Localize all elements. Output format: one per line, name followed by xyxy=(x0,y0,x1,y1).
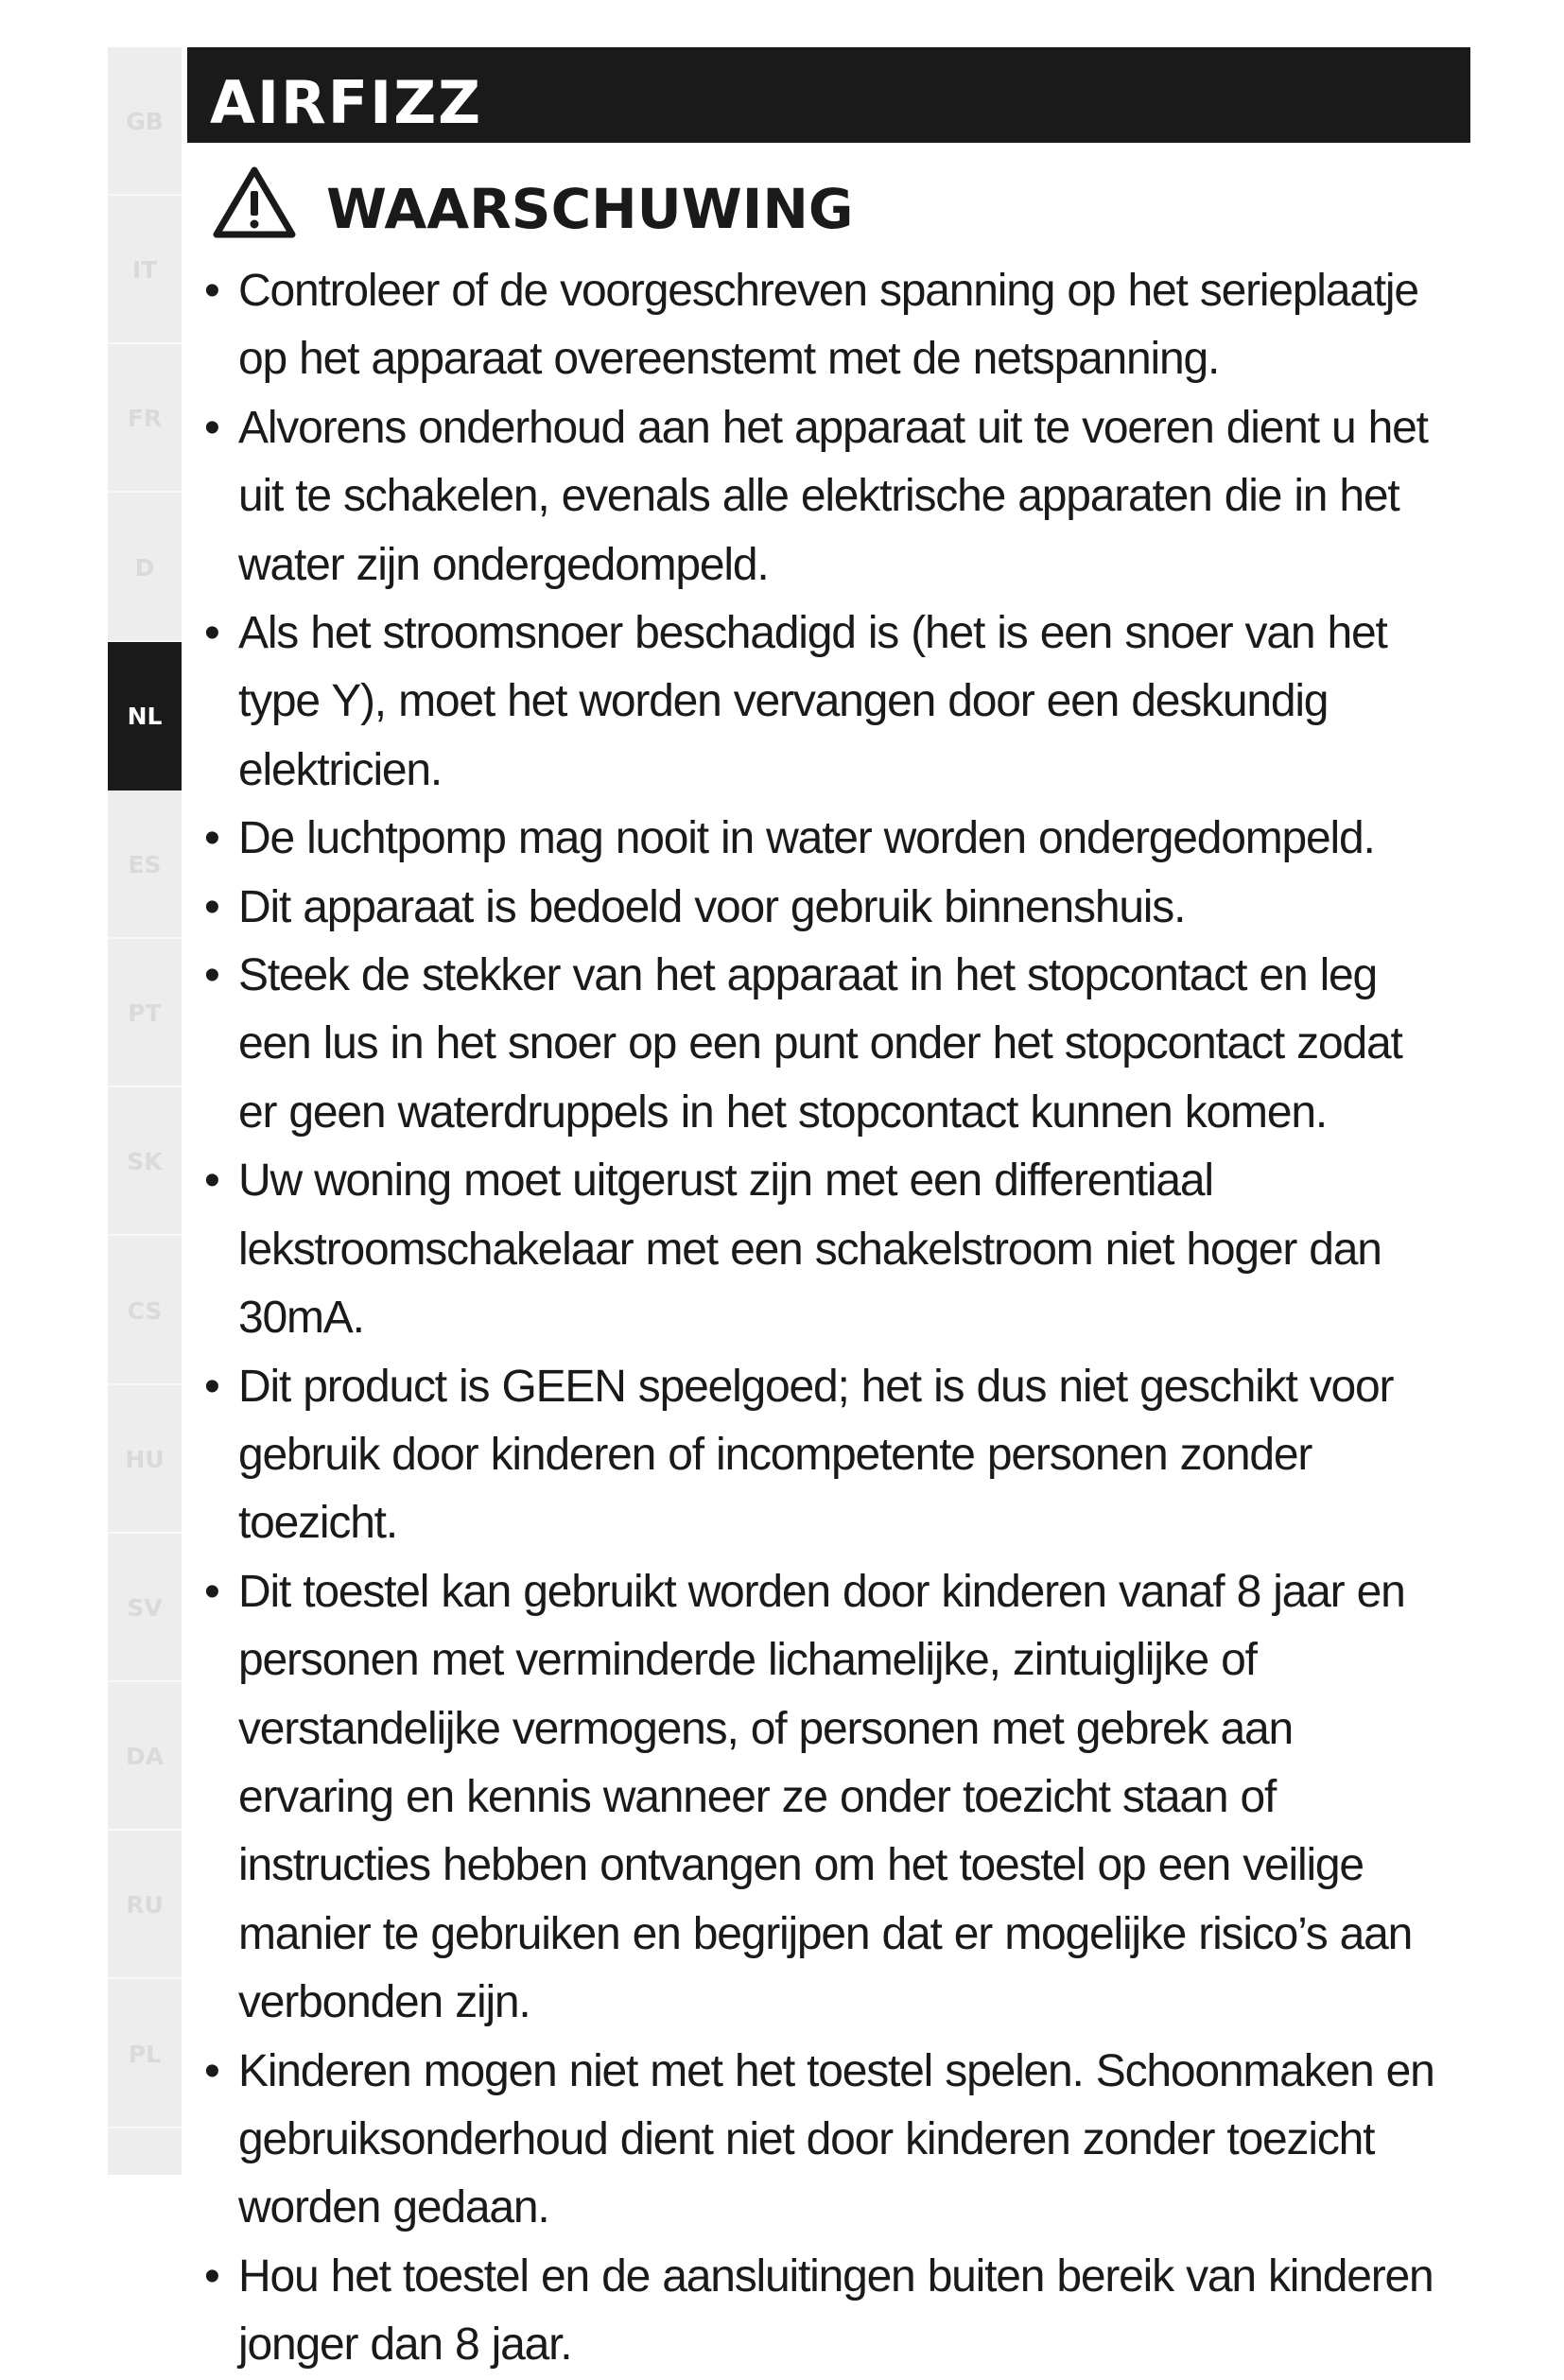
bullet-icon: • xyxy=(204,266,219,316)
tab-divider xyxy=(108,2127,182,2128)
warning-item xyxy=(202,942,1441,1147)
bullet-icon: • xyxy=(204,1361,219,1412)
warnings-list xyxy=(202,257,1441,2380)
language-tab-gb[interactable] xyxy=(108,47,182,196)
bullet-icon: • xyxy=(204,608,219,659)
language-tab-label: D xyxy=(134,554,155,582)
language-tab-label: CS xyxy=(127,1297,163,1325)
language-tab-cs[interactable] xyxy=(108,1237,182,1385)
warning-item xyxy=(202,257,1441,394)
language-tab-it[interactable] xyxy=(108,196,182,344)
bullet-icon: • xyxy=(204,813,219,864)
language-tab-label: NL xyxy=(127,703,163,730)
language-tab-pl[interactable] xyxy=(108,1980,182,2128)
language-sidebar xyxy=(108,47,182,2175)
language-tab-nl[interactable] xyxy=(108,642,182,790)
warning-item-text: Steek de stekker van het apparaat in het stopcontact en leg een lus in het snoer op een punt onder het stopcontact zodat er geen waterdruppels in het stopcontact kunnen komen. xyxy=(238,950,1402,1138)
bullet-icon: • xyxy=(204,1155,219,1207)
warning-item xyxy=(202,394,1441,599)
bullet-icon: • xyxy=(204,950,219,1001)
warning-item-text: De luchtpomp mag nooit in water worden ondergedompeld. xyxy=(238,813,1375,864)
tab-divider xyxy=(108,1977,182,1979)
warning-item xyxy=(202,1558,1441,2038)
language-tab-pt[interactable] xyxy=(108,939,182,1087)
bullet-icon: • xyxy=(204,2250,219,2302)
language-tab-label: DA xyxy=(125,1743,165,1770)
warning-item-text: Hou het toestel en de aansluitingen buiten bereik van kinderen jonger dan 8 jaar. xyxy=(238,2250,1434,2371)
language-tab-label: SK xyxy=(127,1148,163,1175)
language-tab-label: ES xyxy=(128,851,162,878)
language-tab-sk[interactable] xyxy=(108,1087,182,1236)
warning-item-text: Uw woning moet uitgerust zijn met een differentiaal lekstroomschakelaar met een schakelstroom niet hoger dan 30mA. xyxy=(238,1155,1382,1344)
warning-item xyxy=(202,2243,1441,2380)
warning-item xyxy=(202,1147,1441,1352)
bullet-icon: • xyxy=(204,2045,219,2096)
language-tab-label: GB xyxy=(126,108,164,135)
language-tab-label: PL xyxy=(128,2041,162,2068)
warning-item-text: Kinderen mogen niet met het toestel spelen. Schoonmaken en gebruiksonderhoud dient niet door kinderen zonder toezicht worden gedaan. xyxy=(238,2045,1434,2233)
warning-item xyxy=(202,1353,1441,1558)
warning-item-text: Dit product is GEEN speelgoed; het is dus niet geschikt voor gebruik door kinderen of incompetente personen zonder toezicht. xyxy=(238,1361,1394,1549)
language-tab-ru[interactable] xyxy=(108,1831,182,1979)
language-tab-label: FR xyxy=(127,405,163,432)
warning-item xyxy=(202,805,1441,873)
warning-item-text: Alvorens onderhoud aan het apparaat uit te voeren dient u het uit te schakelen, evenals alle elektrische apparaten die in het water zijn ondergedompeld. xyxy=(238,402,1428,590)
warning-item-text: Als het stroomsnoer beschadigd is (het is een snoer van het type Y), moet het worden vervangen door een deskundig elektricien. xyxy=(238,608,1387,795)
product-title: AIRFIZZ xyxy=(210,68,483,137)
warning-item xyxy=(202,2038,1441,2243)
language-tab-label: PT xyxy=(128,999,162,1027)
bullet-icon: • xyxy=(204,881,219,932)
warning-item xyxy=(202,599,1441,805)
language-tab-label: SV xyxy=(127,1594,163,1622)
language-tab-d[interactable] xyxy=(108,494,182,642)
language-tab-label: RU xyxy=(126,1891,164,1919)
warning-heading: WAARSCHUWING xyxy=(326,177,854,241)
bullet-icon: • xyxy=(204,1566,219,1617)
warning-item xyxy=(202,874,1441,942)
language-tab-sv[interactable] xyxy=(108,1534,182,1682)
language-tab-label: HU xyxy=(125,1446,165,1473)
tab-divider xyxy=(108,1234,182,1236)
warning-triangle-icon xyxy=(209,163,300,242)
language-tab-label: IT xyxy=(131,256,158,284)
warning-item-text: Controleer of de voorgeschreven spanning op het serieplaatje op het apparaat overeenstemt met de netspanning. xyxy=(238,266,1418,385)
language-tab-hu[interactable] xyxy=(108,1385,182,1534)
language-tab-fr[interactable] xyxy=(108,344,182,493)
header-bar xyxy=(187,47,1470,143)
language-tab-da[interactable] xyxy=(108,1682,182,1831)
warning-item-text: Dit apparaat is bedoeld voor gebruik binnenshuis. xyxy=(238,881,1186,932)
bullet-icon: • xyxy=(204,402,219,453)
tab-divider xyxy=(108,491,182,493)
warning-item-text: Dit toestel kan gebruikt worden door kinderen vanaf 8 jaar en personen met verminderde lichamelijke, zintuiglijke of verstandelijke vermogens, of personen met gebrek aan ervaring en kennis wanneer ze onder toezicht staan of instructies hebben ontvangen om het toestel op een veilige manier te gebruiken en begrijpen dat er mogelijke risico’s aan verbonden zijn. xyxy=(238,1566,1413,2028)
language-tab-es[interactable] xyxy=(108,790,182,939)
